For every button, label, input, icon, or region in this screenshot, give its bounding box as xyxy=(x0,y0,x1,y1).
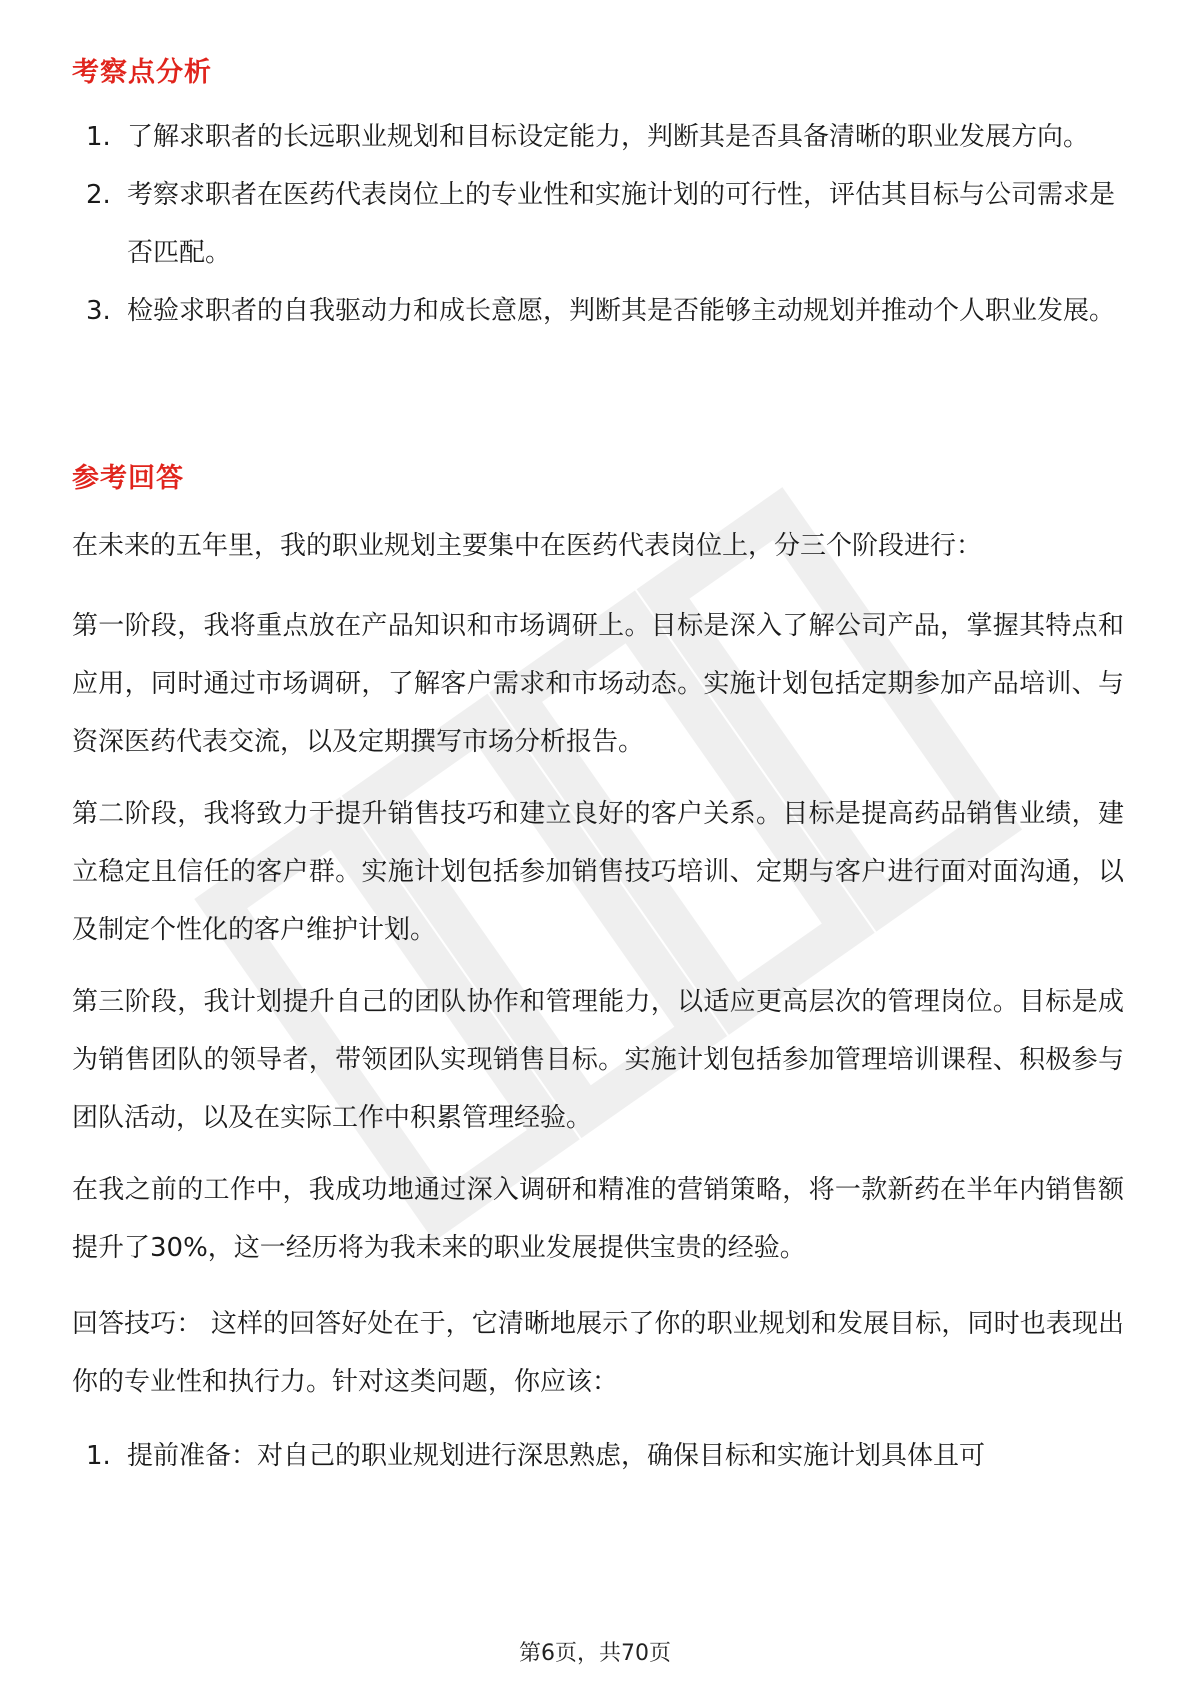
answer-heading: 参考回答 xyxy=(72,463,184,494)
list-number: 1. xyxy=(86,1441,111,1471)
paragraph-tips-intro: 回答技巧： 这样的回答好处在于，它清晰地展示了你的职业规划和发展目标，同时也表现出你的专业性和执行力。针对这类问题，你应该： xyxy=(72,1309,1124,1397)
tips-list xyxy=(72,1427,1122,1485)
paragraph-experience: 在我之前的工作中，我成功地通过深入调研和精准的营销策略，将一款新药在半年内销售额提升了30%，这一经历将为我未来的职业发展提供宝贵的经验。 xyxy=(72,1175,1124,1263)
list-number: 2. xyxy=(86,180,111,210)
list-number: 3. xyxy=(86,296,111,326)
analysis-list xyxy=(72,108,1122,340)
analysis-heading: 考察点分析 xyxy=(72,57,212,88)
list-item-text: 检验求职者的自我驱动力和成长意愿，判断其是否能够主动规划并推动个人职业发展。 xyxy=(127,296,1116,326)
list-item xyxy=(72,282,1122,340)
paragraph-stage-two: 第二阶段，我将致力于提升销售技巧和建立良好的客户关系。目标是提高药品销售业绩，建立稳定且信任的客户群。实施计划包括参加销售技巧培训、定期与客户进行面对面沟通，以及制定个性化的客户维护计划。 xyxy=(72,799,1124,945)
list-item xyxy=(72,1427,1122,1485)
paragraph-intro: 在未来的五年里，我的职业规划主要集中在医药代表岗位上，分三个阶段进行： xyxy=(72,531,983,561)
list-item-text: 了解求职者的长远职业规划和目标设定能力，判断其是否具备清晰的职业发展方向。 xyxy=(127,122,1090,152)
list-item-text: 提前准备：对自己的职业规划进行深思熟虑，确保目标和实施计划具体且可 xyxy=(127,1441,986,1471)
list-item xyxy=(72,108,1122,166)
paragraph-stage-three: 第三阶段，我计划提升自己的团队协作和管理能力，以适应更高层次的管理岗位。目标是成为销售团队的领导者，带领团队实现销售目标。实施计划包括参加管理培训课程、积极参与团队活动，以及在实际工作中积累管理经验。 xyxy=(72,987,1124,1133)
list-number: 1. xyxy=(86,122,111,152)
list-item xyxy=(72,166,1122,282)
list-item-text: 考察求职者在医药代表岗位上的专业性和实施计划的可行性，评估其目标与公司需求是否匹配。 xyxy=(127,180,1116,268)
paragraph-stage-one: 第一阶段，我将重点放在产品知识和市场调研上。目标是深入了解公司产品，掌握其特点和应用，同时通过市场调研，了解客户需求和市场动态。实施计划包括定期参加产品培训、与资深医药代表交流，以及定期撰写市场分析报告。 xyxy=(72,611,1124,757)
page-number-footer: 第6页，共70页 xyxy=(519,1641,671,1666)
